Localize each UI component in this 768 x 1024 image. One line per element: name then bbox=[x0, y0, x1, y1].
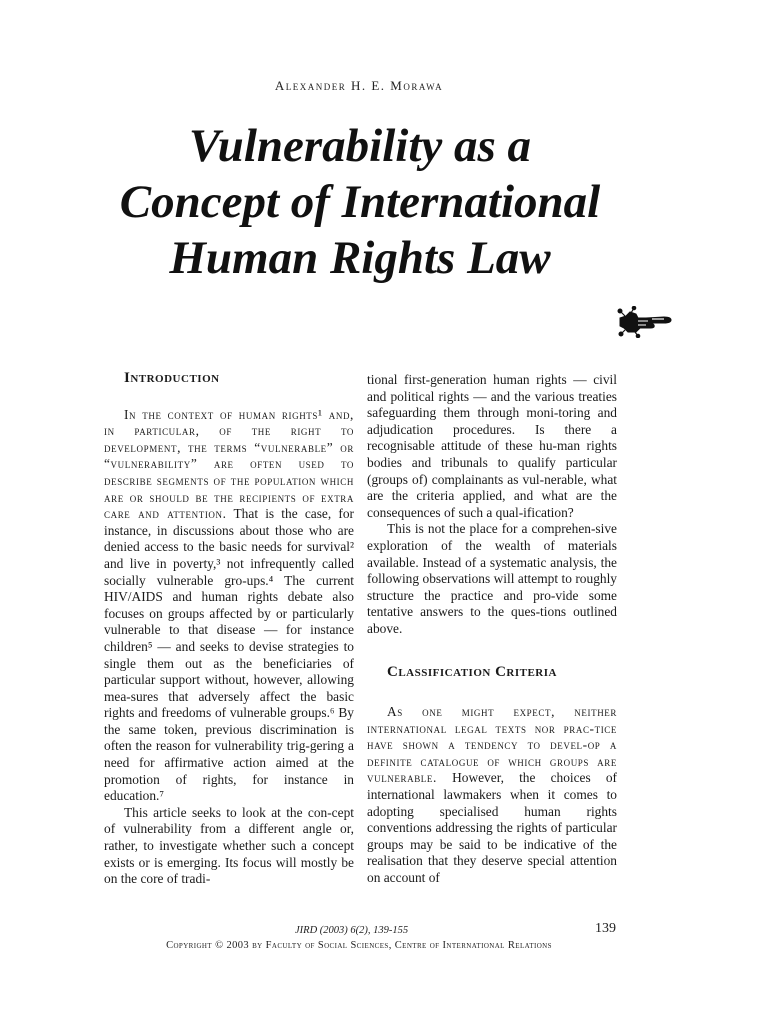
copyright-line: Copyright © 2003 by Faculty of Social Sciences, Centre of International Relations bbox=[166, 940, 552, 951]
right-paragraph-2: This is not the place for a comprehen-sive exploration of the wealth of materials available. Instead of a systematic analysis, the following observations will attempt to roughly structure the practice and pro-vide some tentative answers to the ques-tions outlined above. bbox=[367, 521, 617, 636]
intro-paragraph-1-text: That is the case, for instance, in discussions about those who are denied access to the basic needs for survival² and live in poverty,³ not infrequently called socially vulnerable gro-ups.⁴ The current HIV/AIDS and human rights debate also focuses on groups affected by or particularly vulnerable to that disease — for instance children⁵ — and seeks to devise strategies to single them out as the beneficiaries of particular support without, however, allowing mea-sures that adversely affect the basic rights and freedoms of vulnerable groups.⁶ By the same token, previous discrimination is often the reason for vulnerability trig-gering a need for affirmative action aimed at the promotion of rights, for instance in education.⁷ bbox=[104, 506, 355, 804]
title-line-3: Human Rights Law bbox=[169, 232, 551, 284]
article-title bbox=[60, 118, 660, 286]
title-line-1: Vulnerability as a bbox=[188, 120, 532, 172]
classification-heading: Classification Criteria bbox=[387, 663, 557, 680]
introduction-heading: Introduction bbox=[124, 370, 220, 386]
journal-citation: JIRD (2003) 6(2), 139-155 bbox=[295, 925, 409, 936]
intro-paragraph-2: This article seeks to look at the con-cept of vulnerability from a different angle or, rather, to investigate whether such a concept exists or is emerging. Its focus will mostly be on the core of tradi- bbox=[104, 804, 354, 887]
classification-paragraph-1 bbox=[367, 704, 617, 887]
page-number: 139 bbox=[595, 921, 616, 936]
right-column bbox=[367, 372, 617, 887]
pointing-hand-icon bbox=[616, 306, 674, 338]
intro-paragraph-1 bbox=[104, 407, 354, 805]
classification-lead-small-caps: As one might expect, neither international legal texts nor prac-tice have shown a tendency to devel-op a definite catalogue of which groups are vulnerable. bbox=[367, 704, 617, 786]
author-name: Alexander H. E. Morawa bbox=[274, 78, 444, 93]
right-paragraph-1: tional first-generation human rights — civil and political rights — and the various treaties safeguarding them through moni-toring and adjudication procedures. Is there a recognisable attitude of these hu-man rights bodies and tribunals to qualify particular (groups of) complainants as vul-nerable, what are the criteria applied, and what are the consequences of such a qual-ification? bbox=[367, 372, 617, 520]
left-column bbox=[104, 370, 354, 888]
title-line-2: Concept of International bbox=[119, 176, 601, 228]
classification-paragraph-1-text: However, the choices of international lawmakers when it comes to adopting specialised human rights conventions addressing the rights of particular groups may be said to be indicative of the realisation that they deserve special attention on account of bbox=[367, 770, 617, 886]
intro-lead-small-caps: In the context of human rights¹ and, in particular, of the right to development, the terms “vulnerable” or “vulnerability” are often used to describe segments of the population which are or should be the recipients of extra care and attention. bbox=[104, 406, 354, 522]
